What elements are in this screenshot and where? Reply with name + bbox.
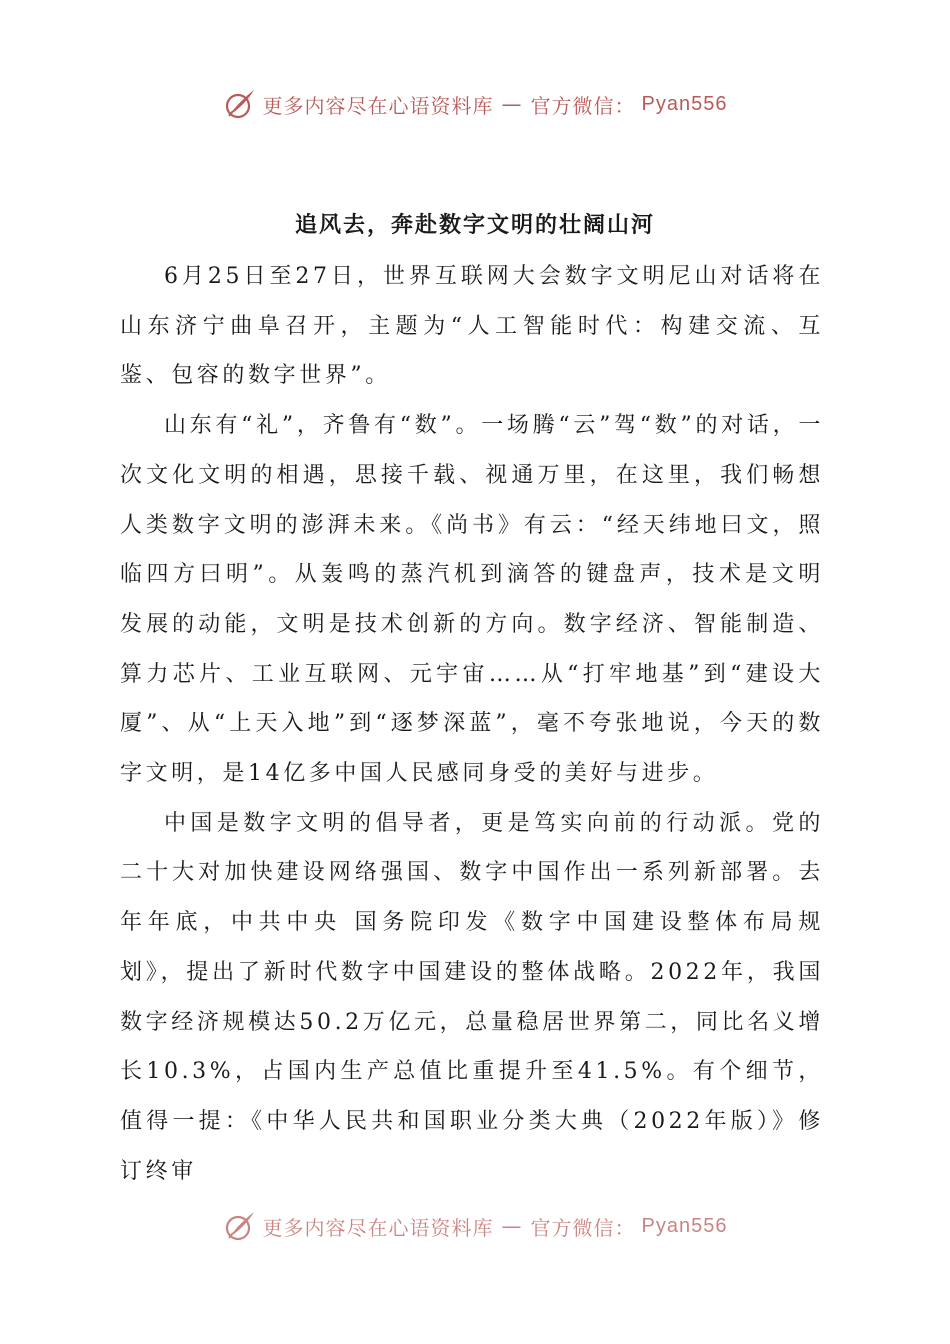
footer-watermark: [0, 1206, 950, 1246]
watermark-wechat-id: Pyan556: [641, 92, 728, 115]
paragraph: 6月25日至27日，世界互联网大会数字文明尼山对话将在山东济宁曲阜召开，主题为“人工智能时代：构建交流、互鉴、包容的数字世界”。: [120, 264, 824, 389]
article-body: [120, 252, 824, 1196]
article-title: 追风去，奔赴数字文明的壮阔山河: [294, 213, 655, 238]
header-watermark: [0, 84, 950, 124]
watermark-wechat-label: 官方微信：: [530, 1215, 636, 1240]
watermark-wechat-id: Pyan556: [641, 1214, 728, 1237]
paragraph: 中国是数字文明的倡导者，更是笃实向前的行动派。党的二十大对加快建设网络强国、数字中国作出一系列新部署。去年年底，中共中央 国务院印发《数字中国建设整体布局规划》，提出了新时代数字中国建设的整体战略。2022年，我国数字经济规模达50.2万亿元，总量稳居世界第二，同比名义增长10.3%，占国内生产总值比重提升至41.5%。有个细节，值得一提：《中华人民共和国职业分类大典（2022年版）》修订终审: [120, 810, 824, 1184]
quill-logo-icon: [223, 1209, 257, 1243]
paragraph: 山东有“礼”，齐鲁有“数”。一场腾“云”驾“数”的对话，一次文化文明的相遇，思接千载、视通万里，在这里，我们畅想人类数字文明的澎湃未来。《尚书》有云：“经天纬地曰文，照临四方曰明”。从轰鸣的蒸汽机到滴答的键盘声，技术是文明发展的动能，文明是技术创新的方向。数字经济、智能制造、算力芯片、工业互联网、元宇宙……从“打牢地基”到“建设大厦”、从“上天入地”到“逐梦深蓝”，毫不夸张地说，今天的数字文明，是14亿多中国人民感同身受的美好与进步。: [120, 413, 824, 787]
watermark-text: 更多内容尽在心语资料库: [262, 93, 494, 118]
quill-logo-icon: [223, 87, 257, 121]
watermark-separator: —: [501, 1214, 523, 1238]
watermark-wechat-label: 官方微信：: [530, 93, 636, 118]
watermark-text: 更多内容尽在心语资料库: [262, 1215, 494, 1240]
watermark-separator: —: [501, 92, 523, 116]
